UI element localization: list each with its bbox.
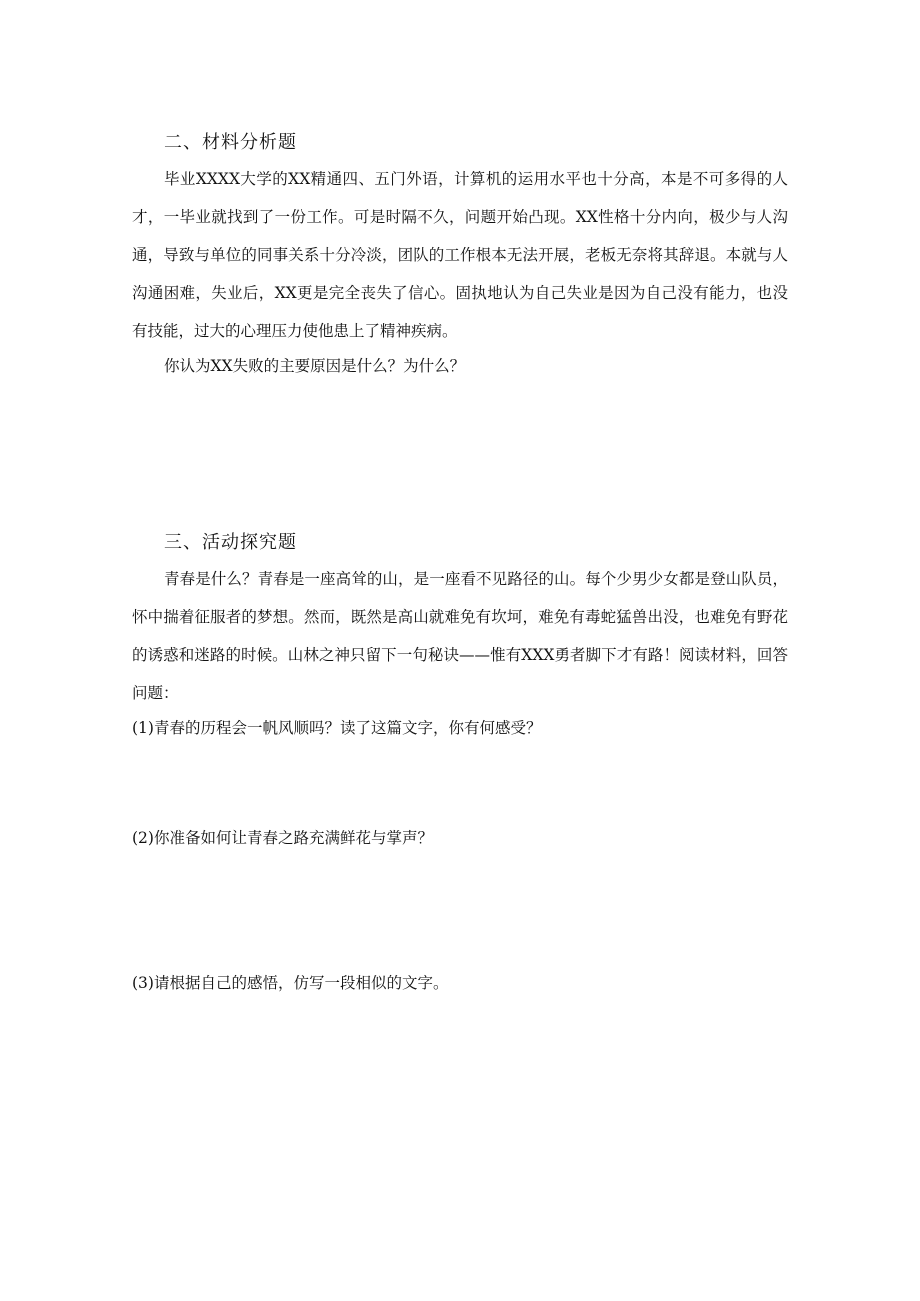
activity-paragraph: 青春是什么？青春是一座高耸的山，是一座看不见路径的山。每个少男少女都是登山队员，怀中揣着征服者的梦想。然而，既然是高山就难免有坎坷，难免有毒蛇猛兽出没，也难免有野花的诱惑和迷路的时候。山林之神只留下一句秘诀——惟有XXX勇者脚下才有路！阅读材料，回答问题： — [132, 570, 788, 702]
activity-question-2: (2)你准备如何让青春之路充满鲜花与掌声？ — [132, 829, 433, 847]
activity-question-1: (1)青春的历程会一帆风顺吗？读了这篇文字，你有何感受？ — [132, 719, 542, 737]
material-question: 你认为XX失败的主要原因是什么？为什么？ — [164, 357, 466, 375]
activity-question-3: (3)请根据自己的感悟，仿写一段相似的文字。 — [132, 974, 449, 992]
section-heading-material-analysis: 二、材料分析题 — [164, 132, 297, 153]
section-heading-activity-inquiry: 三、活动探究题 — [164, 532, 297, 553]
material-paragraph: 毕业XXXX大学的XX精通四、五门外语，计算机的运用水平也十分高，本是不可多得的人才，一毕业就找到了一份工作。可是时隔不久，问题开始凸现。XX性格十分内向，极少与人沟通，导致与单位的同事关系十分冷淡，团队的工作根本无法开展，老板无奈将其辞退。本就与人沟通困难，失业后，XX更是完全丧失了信心。固执地认为自己失业是因为自己没有能力，也没有技能，过大的心理压力使他患上了精神疾病。 — [132, 170, 788, 340]
